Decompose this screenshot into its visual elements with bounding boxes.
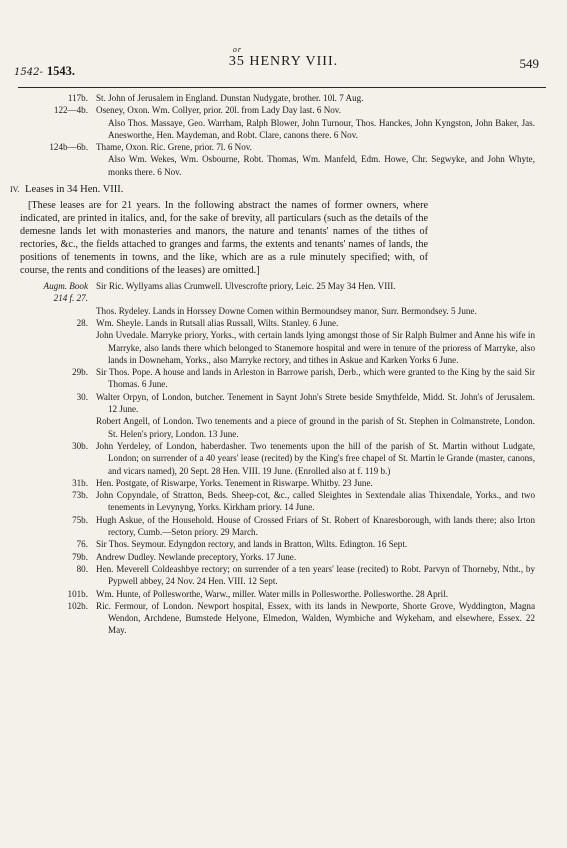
pension-entry: [0, 92, 567, 104]
marginal-reference: 80.: [76, 563, 88, 574]
running-head-title: [0, 45, 567, 70]
entry-text: Ric. Fermour, of London. Newport hospital, Essex, with its lands in Newporte, Shorte Grove, Wyddington, Magna Wendon, Archdene, Bumstede Helyone, Elmedon, Walden, Wymbiche and Wykeham, and elsewhere, Essex. 22 May.: [96, 600, 535, 636]
lease-entry: [0, 317, 567, 329]
lease-entries: [0, 280, 567, 637]
entry-text: Hugh Askue, of the Household. House of Crossed Friars of St. Robert of Knaresborough, with lands there; also Irton rectory, Cumb.—Seton priory. 29 March.: [96, 514, 535, 538]
marginal-reference: 102b.: [67, 600, 88, 611]
entry-text: John Yerdeley, of London, haberdasher. Two tenements upon the hill of the parish of St. Martin without Ludgate, London; on surrender of a 40 years' lease (recited) by the King's free chapel of St. Martin le Grande (master, canons, and vicars named), 20 Sept. 28 Hen. VIII. 19 June. (Enrolled also at f. 119 b.): [96, 440, 535, 476]
marginal-reference: [0, 329, 96, 366]
marginal-reference: 31b.: [72, 477, 88, 488]
handwritten-year-note: 1542-: [14, 67, 43, 78]
marginal-reference: [0, 415, 96, 440]
reign-title: HENRY VIII.: [249, 54, 339, 69]
entry-text: Thame, Oxon. Ric. Grene, prior. 7l. 6 Nov.: [96, 142, 252, 153]
entry-text: St. John of Jerusalem in England. Dunstan Nudygate, brother. 10l. 7 Aug.: [96, 93, 364, 103]
marginal-reference: 30b.: [72, 440, 88, 451]
marginal-reference: [0, 305, 96, 317]
marginal-reference: Augm. Book 214 f. 27.: [43, 281, 88, 304]
lease-entry: [0, 415, 567, 440]
marginal-reference: 124b—6b.: [49, 142, 88, 153]
marginal-reference: 75b.: [72, 514, 88, 525]
lease-entry: [0, 391, 567, 416]
pension-entry: [0, 117, 567, 142]
marginal-reference: 29b.: [72, 367, 88, 378]
page-body: [0, 92, 567, 637]
lease-entry: [0, 305, 567, 317]
lease-entry: [0, 514, 567, 539]
year-heading: 1543.: [46, 64, 75, 78]
entry-text: Also Wm. Wekes, Wm. Osbourne, Robt. Thomas, Wm. Manfeld, Edm. Howe, Chr. Segwyke, and John Whyte, monks there. 6 Nov.: [108, 154, 535, 177]
lease-entry: [0, 551, 567, 563]
marginal-reference: [0, 117, 96, 142]
entry-text: Sir Thos. Seymour. Edyngdon rectory, and lands in Bratton, Wilts. Edington. 16 Sept.: [96, 539, 408, 550]
entry-text: Walter Orpyn, of London, butcher. Tenement in Saynt John's Strete beside Smythfelde, Midd. St. John's of Jerusalem. 12 June.: [96, 391, 535, 415]
marginal-reference: 76.: [76, 539, 88, 550]
section-heading: [0, 182, 567, 198]
lease-entry: [0, 366, 567, 391]
entry-text: Hen. Meverell Coldeashbye rectory; on surrender of a ten years' lease (recited) to Robt. Parvyn of Thorneby, Ntht., by Pypwell abbey, 24 Nov. 24 Hen. VIII. 12 Sept.: [96, 563, 535, 587]
section-numeral: IV.: [10, 185, 20, 195]
lease-entry: [0, 538, 567, 550]
marginal-reference: 30.: [76, 391, 88, 402]
marginal-reference: 28.: [76, 317, 88, 328]
pension-entry: [0, 153, 567, 178]
lease-entry: [0, 329, 567, 366]
lease-entry: [0, 280, 567, 305]
lease-entry: [0, 440, 567, 477]
section-title: Leases in 34 Hen. VIII.: [25, 184, 124, 196]
entry-text: Thos. Rydeley. Lands in Horssey Downe Comen within Bermoundsey manor, Surr. Bermondsey. 5 June.: [96, 305, 477, 316]
section-note: [These leases are for 21 years. In the following abstract the names of former owners, where indicated, are printed in italics, and, for the sake of brevity, all particulars (such as the details of the demesne lands let with monasteries and manors, the nature and tenants' names of the tithes of rectories, &c., the fields attached to granges and farms, the extents and tenants' names of lands, the positions of tenements in towns, and the like, which are as a rule minutely specified; with, of course, the rents and conditions of the leases) are omitted.]: [20, 200, 428, 277]
pension-entry: [0, 141, 567, 153]
entry-text: John Copyndale, of Stratton, Beds. Sheep-cot, &c., called Sleightes in Sextendale alias Thixendale, Yorks., and two tenements in Levynyng, Yorks. Kirkham priory. 14 June.: [96, 490, 535, 513]
entry-text: Wm. Hunte, of Pollesworthe, Warw., miller. Water mills in Pollesworthe. Pollesworthe. 28 April.: [96, 588, 448, 599]
pension-entries: [0, 92, 567, 178]
entry-text: Sir Thos. Pope. A house and lands in Arleston in Barrowe parish, Derb., which were granted to the King by the said Sir Thomas. 6 June.: [96, 367, 535, 390]
marginal-reference: 122—4b.: [53, 105, 88, 116]
lease-entry: [0, 489, 567, 514]
entry-text: Wm. Sheyle. Lands in Rutsall alias Russall, Wilts. Stanley. 6 June.: [96, 317, 339, 328]
pension-entry: [0, 104, 567, 116]
entry-text: Hen. Postgate, of Riswarpe, Yorks. Tenement in Riswarpe. Whitby. 23 June.: [96, 477, 373, 488]
marginal-reference: 117b.: [67, 93, 88, 103]
marginal-reference: 101b.: [67, 588, 88, 599]
marginal-reference: 73b.: [72, 490, 88, 501]
entry-text: Andrew Dudley. Newlande preceptory, Yorks. 17 June.: [96, 551, 297, 562]
handwritten-regnal-note: or: [232, 45, 242, 54]
marginal-reference: [0, 153, 96, 178]
header-rule: [18, 87, 546, 88]
lease-entry: [0, 588, 567, 600]
lease-entry: [0, 563, 567, 588]
entry-text: Oseney, Oxon. Wm. Collyer, prior. 20l. from Lady Day last. 6 Nov.: [96, 105, 342, 116]
entry-text: Sir Ric. Wyllyams alias Crumwell. Ulvescrofte priory, Leic. 25 May 34 Hen. VIII.: [96, 281, 396, 292]
page-number: 549: [519, 56, 539, 71]
regnal-year: 35: [228, 54, 245, 69]
marginal-reference: 79b.: [72, 551, 88, 562]
lease-entry: [0, 600, 567, 637]
lease-entry: [0, 477, 567, 489]
entry-text: Robert Angell, of London. Two tenements and a piece of ground in the parish of St. Stephen in Colmanstrete, London. St. Helen's priory, London. 13 June.: [96, 416, 535, 439]
entry-text: Also Thos. Massaye, Geo. Warrham, Ralph Blower, John Turnour, Thos. Hanckes, John Kyngston, John Baker, Jas. Anesworthe, Hen. Maydeman, and Robt. Clare, canons there. 6 Nov.: [108, 117, 535, 140]
entry-text: John Uvedale. Marryke priory, Yorks., with certain lands lying amongst those of Sir Ralph Bulmer and Anne his wife in Marryke, also lands there which belonged to Stanemore hospital and were in tenure of the prioress of Marryke, also lands in Downeham, Yorks., also Marryke rectory, and tithes in Askue and Karken Yorks 6 June.: [96, 330, 535, 365]
